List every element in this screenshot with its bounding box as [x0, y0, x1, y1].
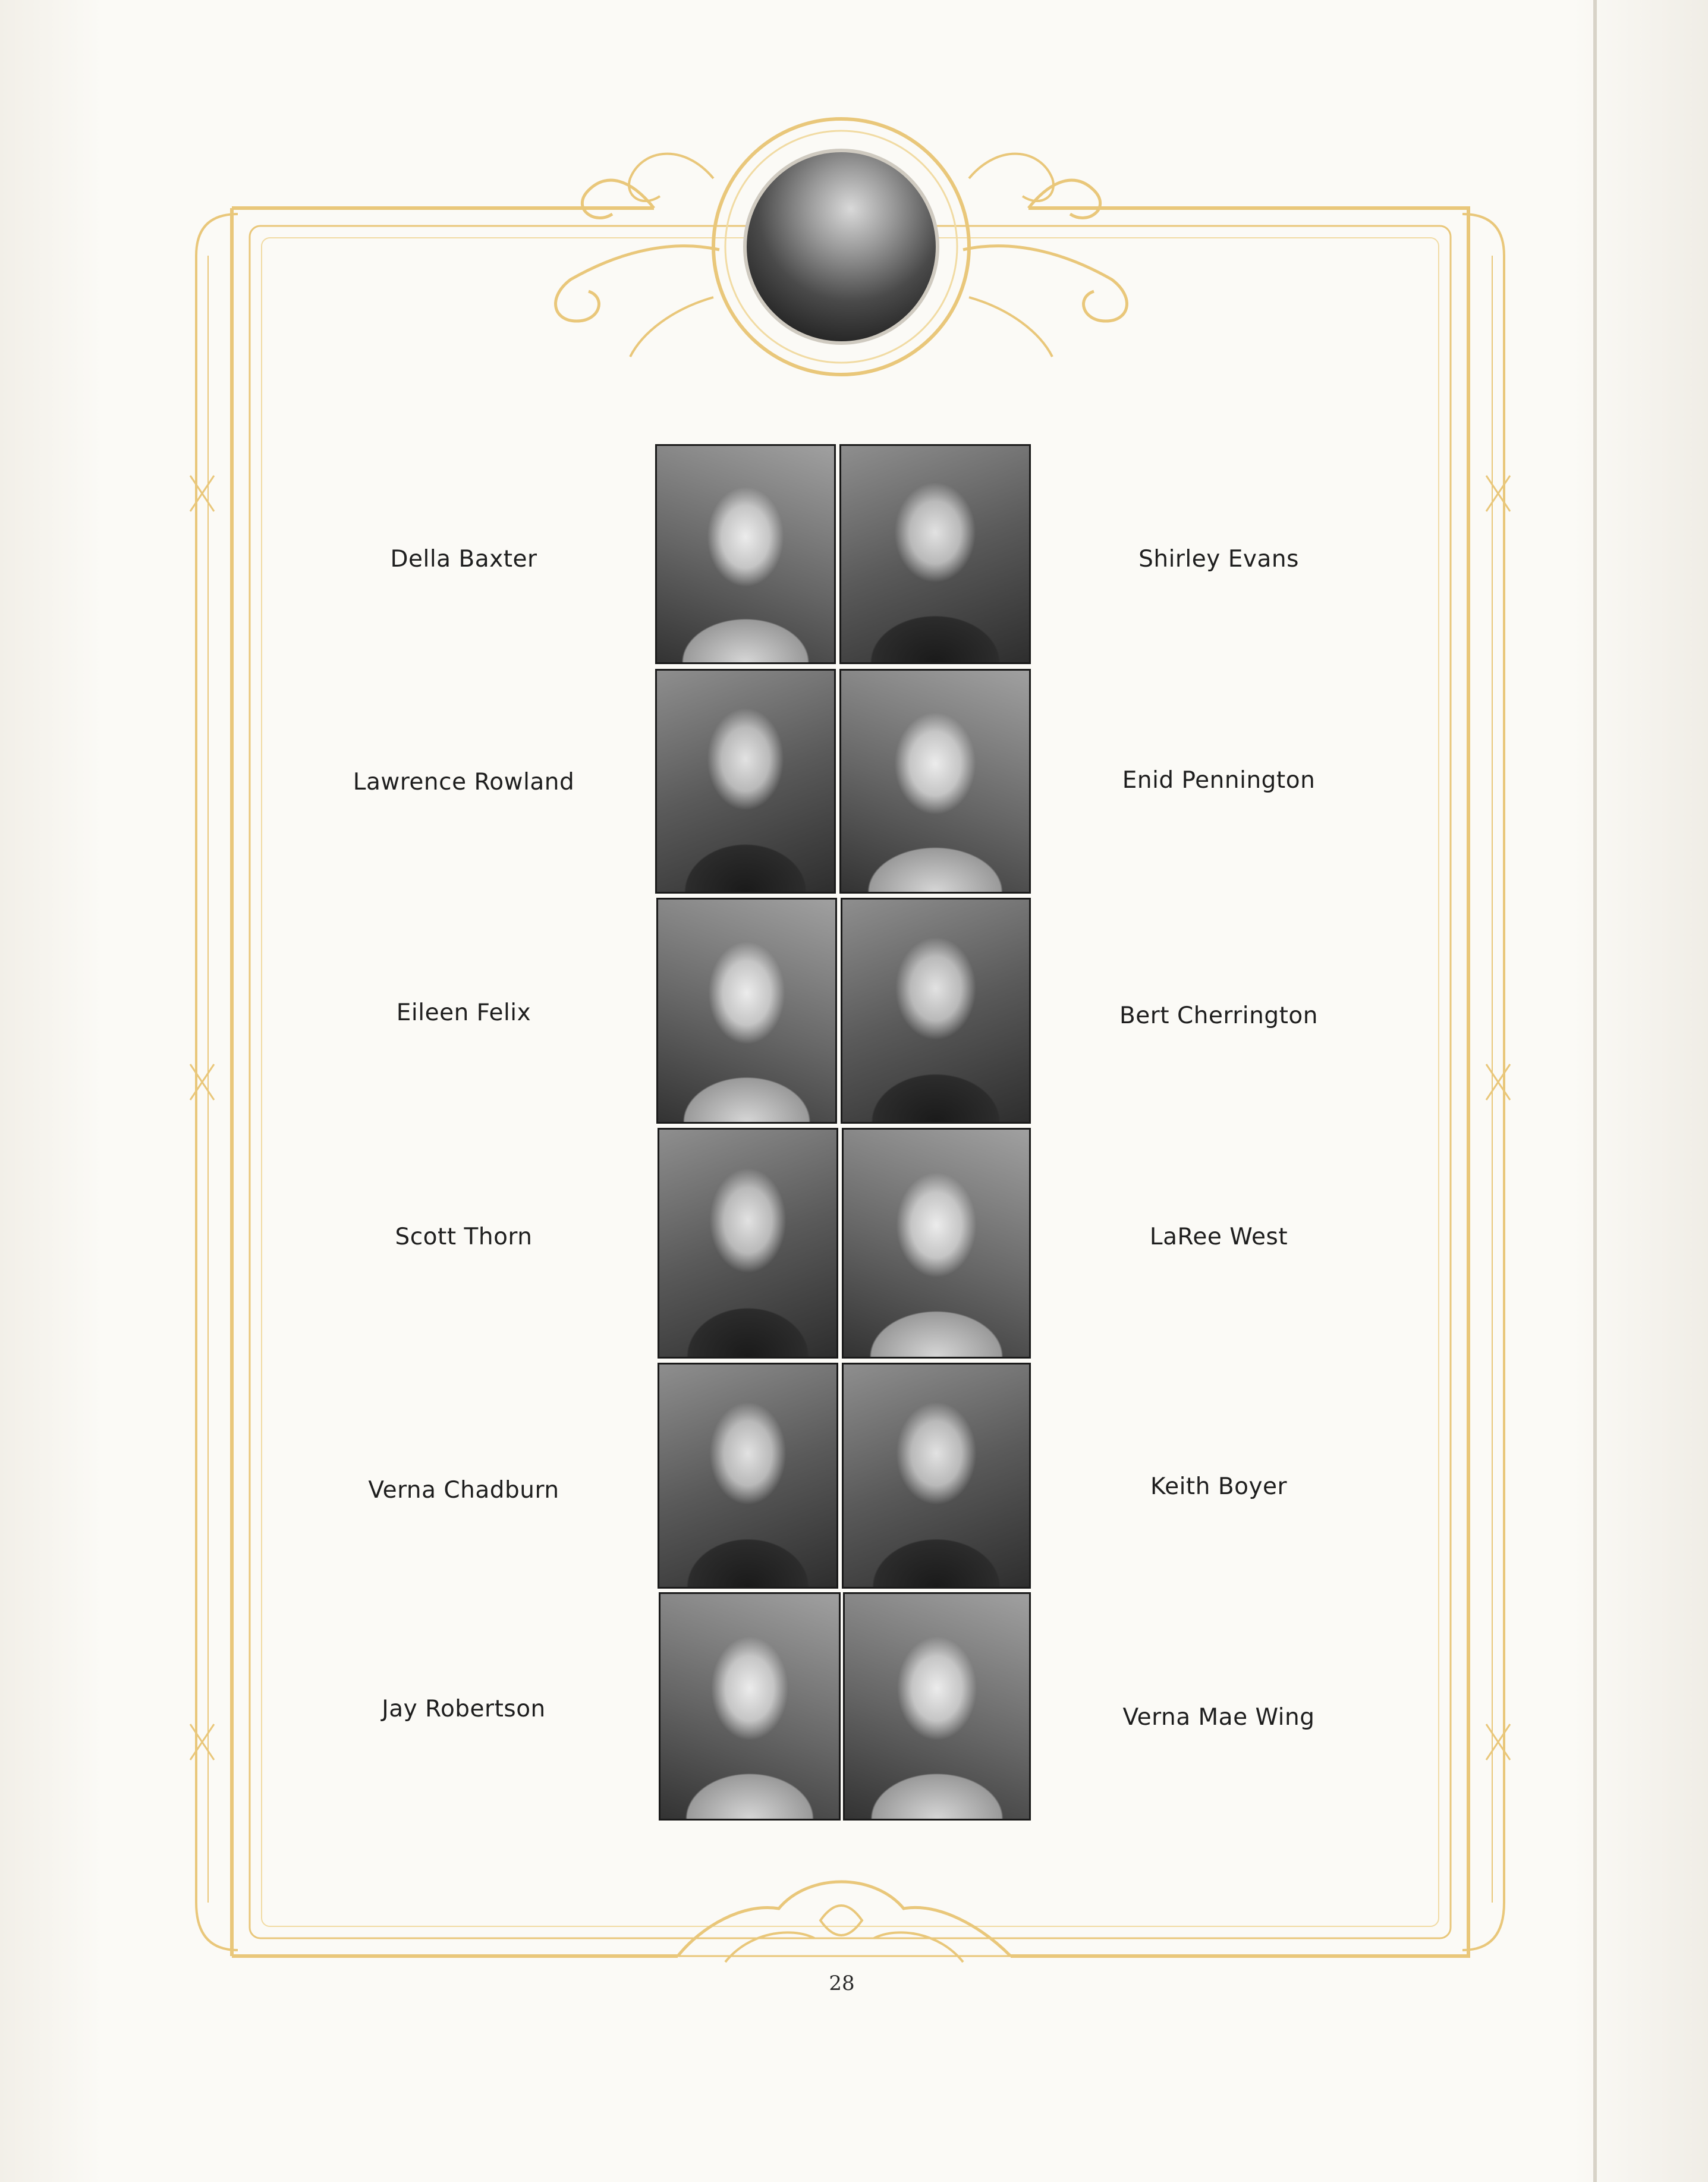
student-name: Verna Mae Wing [1122, 1704, 1315, 1731]
student-name: Verna Chadburn [368, 1477, 559, 1504]
student-name: Lawrence Rowland [353, 769, 575, 796]
student-name: Scott Thorn [395, 1224, 533, 1250]
portrait-photo [843, 1592, 1031, 1821]
portrait-photo [839, 669, 1031, 894]
student-name: Keith Boyer [1150, 1473, 1288, 1500]
student-name: Shirley Evans [1138, 546, 1299, 573]
portrait-photo [659, 1592, 841, 1821]
portrait-photo [655, 669, 836, 894]
student-name: Della Baxter [390, 546, 537, 573]
portrait-photo [656, 898, 837, 1124]
scenic-medallion-photo [743, 149, 939, 345]
portrait-photo [842, 1128, 1031, 1359]
portrait-photo [655, 444, 836, 664]
portrait-photo [839, 444, 1031, 664]
student-name: LaRee West [1149, 1224, 1288, 1250]
portrait-photo [658, 1363, 838, 1589]
student-name: Enid Pennington [1122, 767, 1316, 794]
portrait-photo [841, 898, 1031, 1124]
student-name: Bert Cherrington [1119, 1002, 1318, 1029]
portrait-photo [842, 1363, 1031, 1589]
student-name: Jay Robertson [382, 1696, 546, 1722]
portrait-photo [658, 1128, 838, 1359]
student-name: Eileen Felix [396, 999, 531, 1026]
page-number: 28 [829, 1972, 855, 1995]
